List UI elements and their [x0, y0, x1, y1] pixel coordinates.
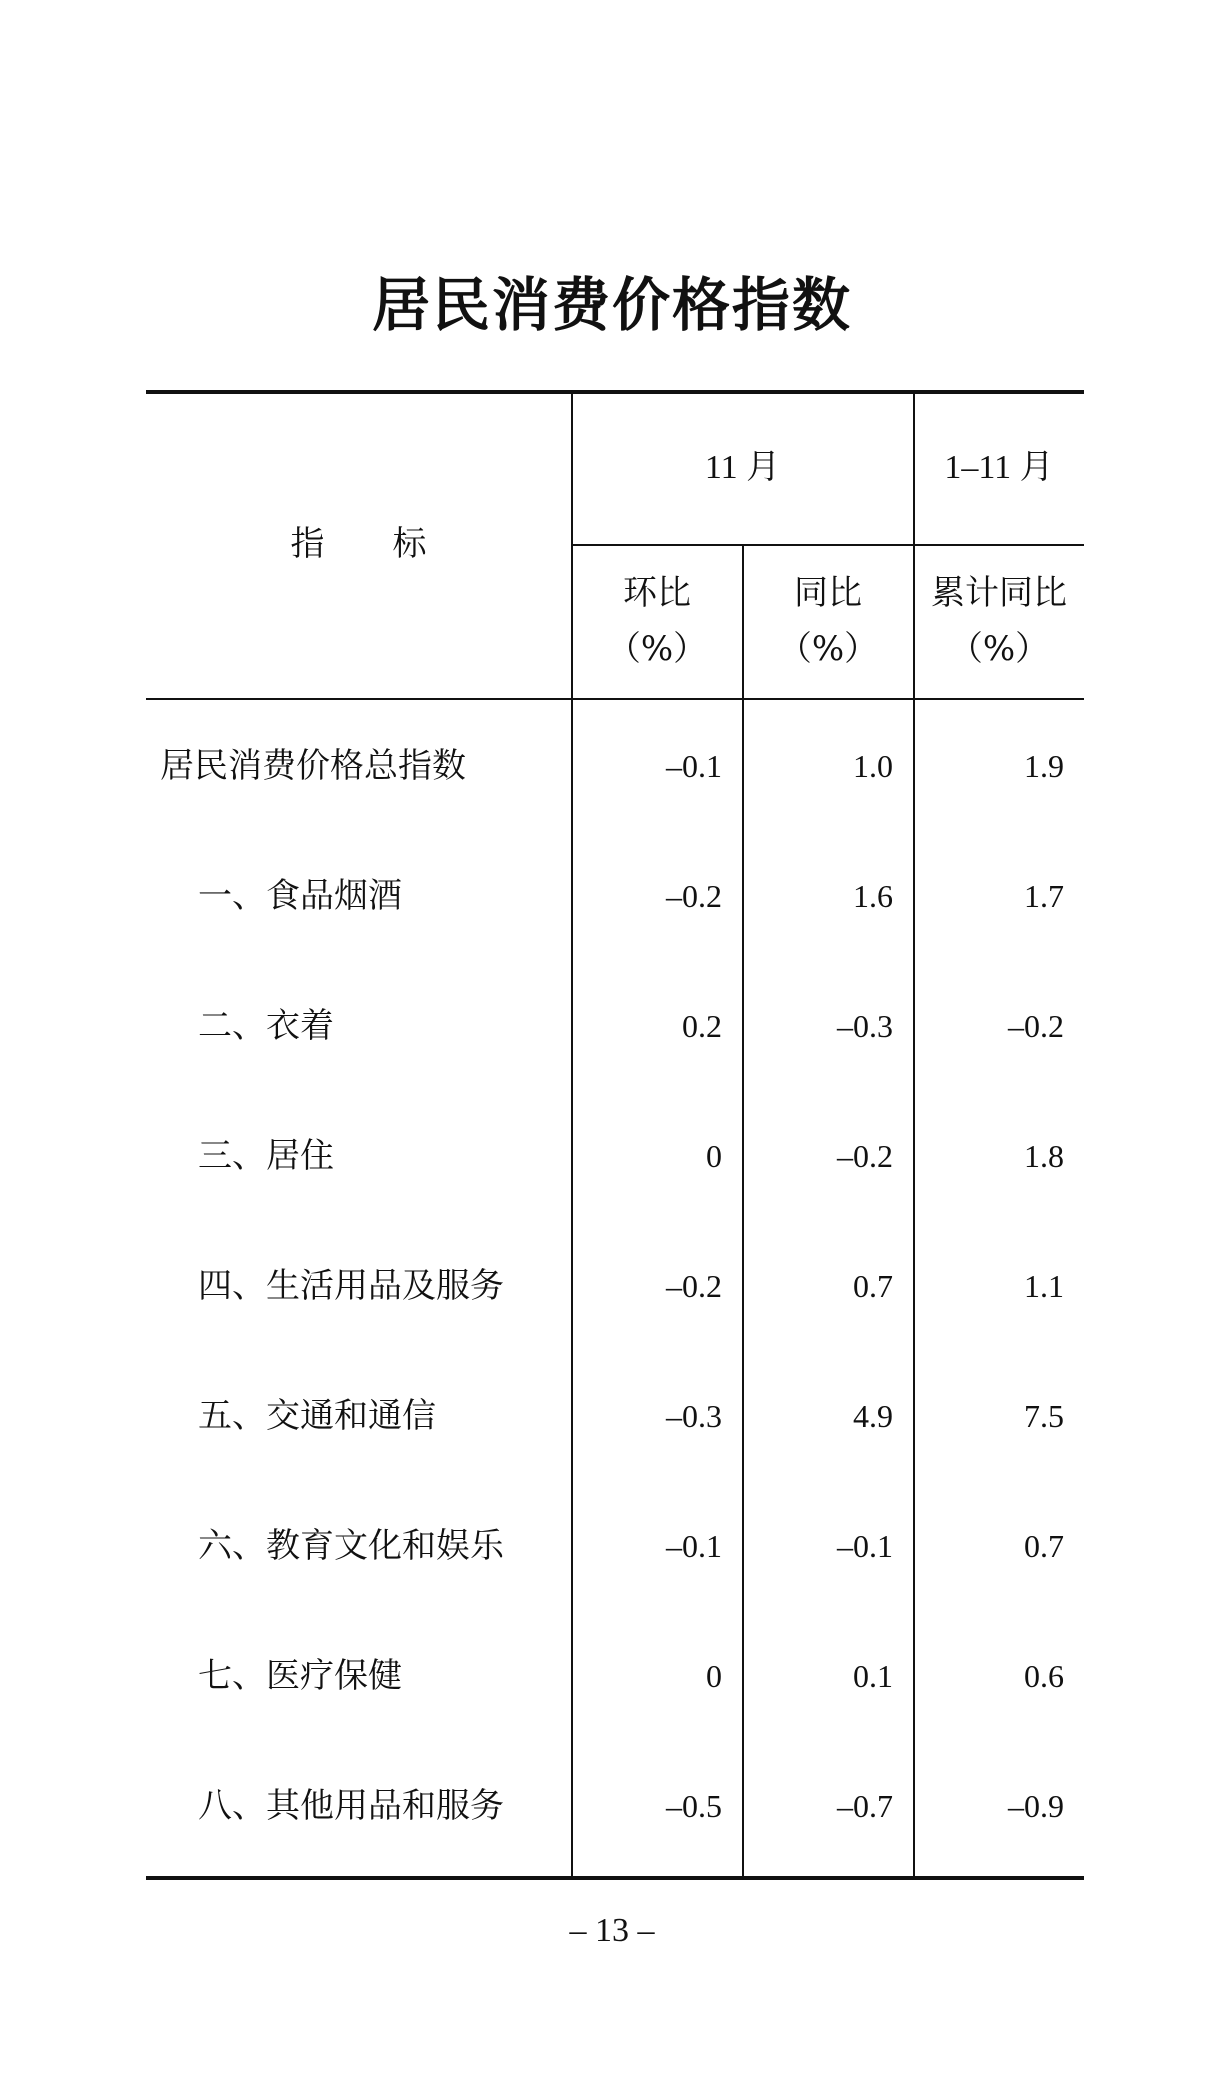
indicator-header: 指 标: [290, 524, 427, 564]
mom-value: –0.2: [666, 1268, 722, 1304]
cum-yoy-header-unit: （%）: [948, 629, 1050, 669]
cum-value: 1.7: [1024, 878, 1064, 914]
row-label: 五、交通和通信: [198, 1396, 436, 1436]
mom-value: –0.2: [666, 878, 722, 914]
yoy-value: 4.9: [853, 1398, 893, 1434]
cum-value: –0.9: [1008, 1788, 1064, 1824]
row-label: 七、医疗保健: [198, 1656, 402, 1696]
yoy-value: 1.0: [853, 748, 893, 784]
mom-value: –0.1: [666, 748, 722, 784]
yoy-value: 0.1: [853, 1658, 893, 1694]
yoy-value: –0.7: [837, 1788, 893, 1824]
row-label: 六、教育文化和娱乐: [198, 1526, 504, 1566]
mom-header: [572, 565, 742, 677]
cum-value: 0.6: [1024, 1658, 1064, 1694]
mom-value: 0: [706, 1138, 722, 1174]
cum-value: 1.8: [1024, 1138, 1064, 1174]
row-label: 二、衣着: [198, 1006, 334, 1046]
page-title: 居民消费价格指数: [371, 271, 852, 339]
cumulative-group-header: 1–11 月: [944, 449, 1054, 486]
cum-value: 1.9: [1024, 748, 1064, 784]
mom-value: 0: [706, 1658, 722, 1694]
mom-header-label: 环比: [623, 573, 691, 613]
cpi-table: [146, 390, 1084, 1880]
yoy-header-label: 同比: [794, 573, 862, 613]
cum-yoy-header: [914, 565, 1084, 677]
row-label: 三、居住: [198, 1136, 334, 1176]
row-label: 居民消费价格总指数: [160, 746, 466, 786]
row-label: 四、生活用品及服务: [198, 1266, 504, 1306]
row-label: 八、其他用品和服务: [198, 1786, 504, 1826]
yoy-value: –0.2: [837, 1138, 893, 1174]
row-label: 一、食品烟酒: [198, 876, 402, 916]
yoy-header: [743, 565, 913, 677]
mom-value: 0.2: [682, 1008, 722, 1044]
mom-value: –0.3: [666, 1398, 722, 1434]
page-number: – 13 –: [569, 1912, 655, 1949]
cum-value: 7.5: [1024, 1398, 1064, 1434]
group-header-rule: [572, 544, 1084, 546]
yoy-header-unit: （%）: [777, 629, 879, 669]
header-bottom-rule: [146, 698, 1084, 700]
cum-yoy-header-label: 累计同比: [931, 573, 1067, 613]
mom-value: –0.1: [666, 1528, 722, 1564]
top-rule: [146, 390, 1084, 394]
mom-header-unit: （%）: [606, 629, 708, 669]
cum-value: 0.7: [1024, 1528, 1064, 1564]
cum-value: 1.1: [1024, 1268, 1064, 1304]
cum-value: –0.2: [1008, 1008, 1064, 1044]
bottom-rule: [146, 1876, 1084, 1880]
yoy-value: –0.1: [837, 1528, 893, 1564]
yoy-value: 1.6: [853, 878, 893, 914]
month-group-header: 11 月: [704, 449, 781, 486]
yoy-value: –0.3: [837, 1008, 893, 1044]
yoy-value: 0.7: [853, 1268, 893, 1304]
mom-value: –0.5: [666, 1788, 722, 1824]
